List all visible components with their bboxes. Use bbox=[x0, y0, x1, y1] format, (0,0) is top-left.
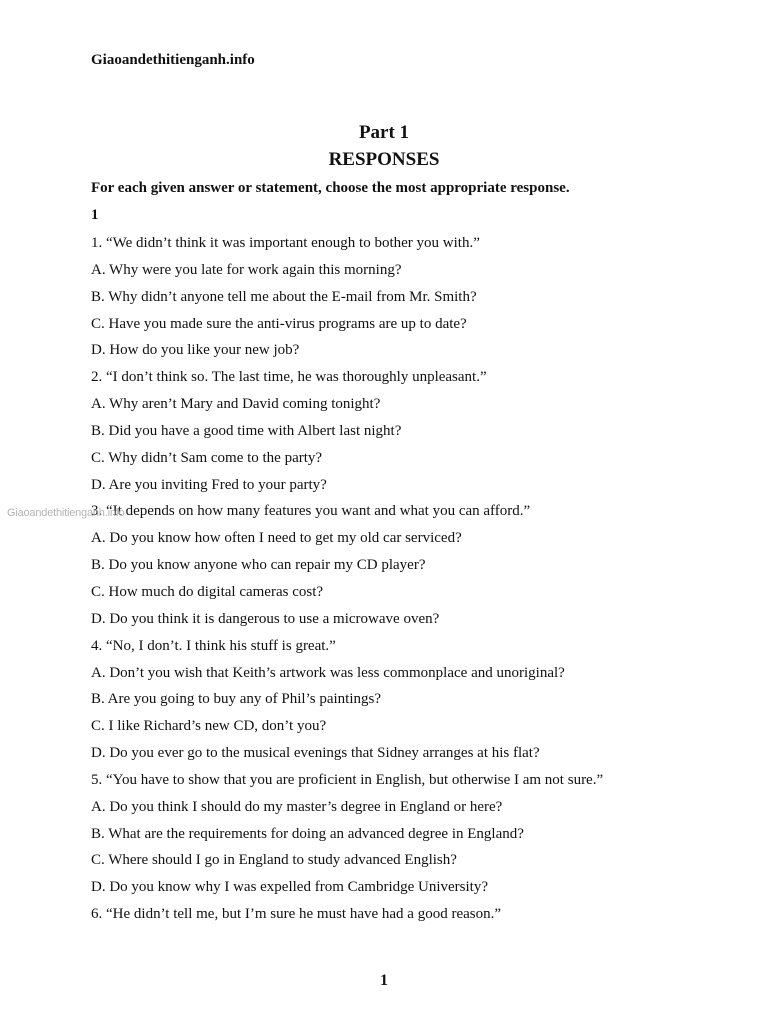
question-line: 1. “We didn’t think it was important enough to bother you with.” bbox=[91, 235, 480, 251]
question-line: 3. “It depends on how many features you want and what you can afford.” bbox=[91, 503, 531, 520]
answer-option: A. Do you know how often I need to get my old car serviced? bbox=[91, 530, 462, 547]
answer-option: B. Did you have a good time with Albert last night? bbox=[91, 422, 402, 439]
watermark: Giaoandethitienganh.info bbox=[7, 507, 125, 519]
answer-option: C. I like Richard’s new CD, don’t you? bbox=[91, 718, 327, 735]
answer-option: B. Why didn’t anyone tell me about the E-mail from Mr. Smith? bbox=[91, 288, 477, 305]
answer-option: D. Are you inviting Fred to your party? bbox=[91, 476, 327, 493]
site-header: Giaoandethitienganh.info bbox=[91, 52, 255, 68]
question-line: 4. “No, I don’t. I think his stuff is great.” bbox=[91, 637, 336, 654]
question-line: 5. “You have to show that you are proficient in English, but otherwise I am not sure.” bbox=[91, 771, 604, 788]
answer-option: A. Don’t you wish that Keith’s artwork was less commonplace and unoriginal? bbox=[91, 664, 565, 681]
exercise-number: 1 bbox=[91, 207, 99, 223]
section-title: RESPONSES bbox=[328, 149, 440, 170]
instruction: For each given answer or statement, choose the most appropriate response. bbox=[91, 180, 570, 196]
answer-option: D. How do you like your new job? bbox=[91, 342, 300, 359]
answer-option: D. Do you ever go to the musical evenings that Sidney arranges at his flat? bbox=[91, 745, 540, 762]
page-number: 1 bbox=[380, 972, 388, 989]
answer-option: D. Do you think it is dangerous to use a microwave oven? bbox=[91, 610, 440, 627]
answer-option: C. Where should I go in England to study advanced English? bbox=[91, 852, 457, 869]
question-line: 2. “I don’t think so. The last time, he was thoroughly unpleasant.” bbox=[91, 369, 487, 386]
answer-option: B. What are the requirements for doing an advanced degree in England? bbox=[91, 825, 524, 842]
answer-option: C. Have you made sure the anti-virus programs are up to date? bbox=[91, 315, 467, 332]
answer-option: A. Do you think I should do my master’s degree in England or here? bbox=[91, 798, 503, 815]
answer-option: D. Do you know why I was expelled from Cambridge University? bbox=[91, 879, 489, 896]
answer-option: A. Why were you late for work again this morning? bbox=[91, 261, 402, 278]
question-line: 6. “He didn’t tell me, but I’m sure he must have had a good reason.” bbox=[91, 906, 502, 923]
answer-option: B. Do you know anyone who can repair my CD player? bbox=[91, 557, 426, 574]
answer-option: C. Why didn’t Sam come to the party? bbox=[91, 449, 323, 466]
answer-option: A. Why aren’t Mary and David coming tonight? bbox=[91, 396, 381, 413]
answer-option: B. Are you going to buy any of Phil’s paintings? bbox=[91, 691, 381, 708]
part-title: Part 1 bbox=[358, 122, 410, 143]
question-list bbox=[91, 232, 731, 930]
answer-option: C. How much do digital cameras cost? bbox=[91, 583, 324, 600]
